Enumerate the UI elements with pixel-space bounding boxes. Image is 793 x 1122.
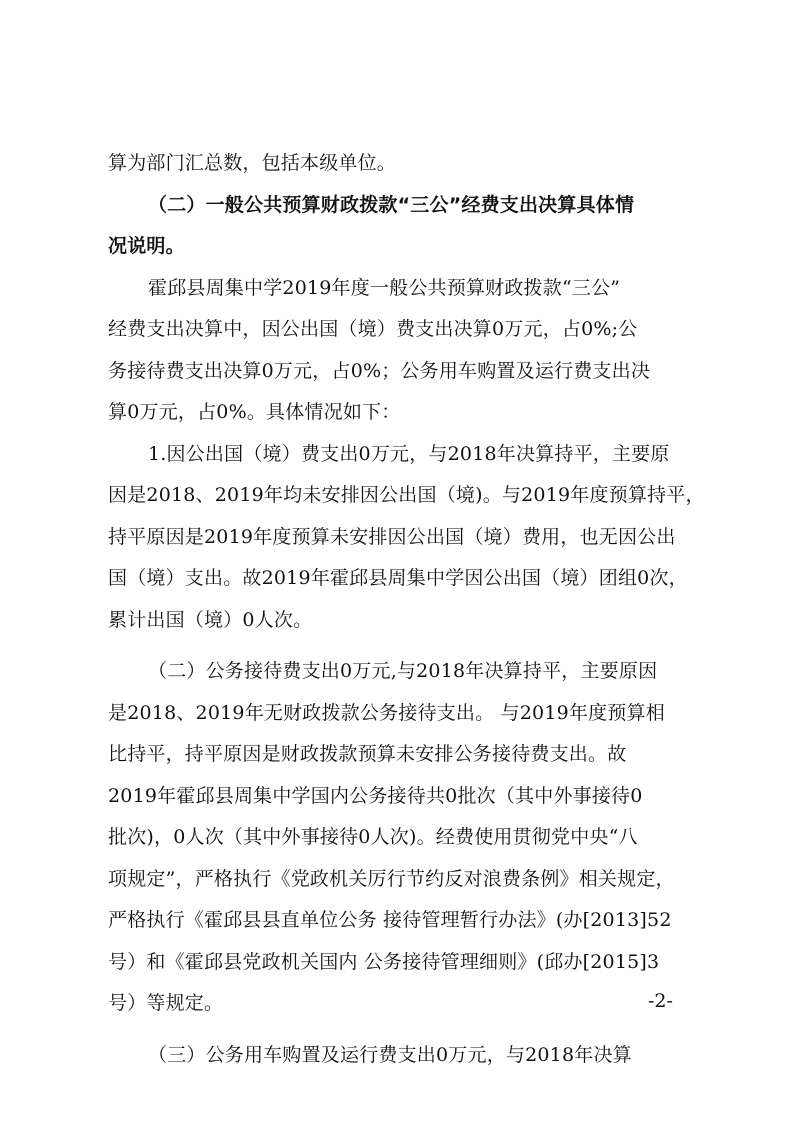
page-number: -2- [648, 990, 673, 1012]
paragraph-line: 因是2018、2019年均未安排因公出国（境)。与2019年度预算持平， [108, 484, 705, 506]
body-line: 算为部门汇总数，包括本级单位。 [108, 152, 397, 174]
section-heading: （二）一般公共预算财政拨款“三公”经费支出决算具体情 [148, 193, 635, 216]
paragraph-line: （三）公务用车购置及运行费支出0万元，与2018年决算 [148, 1043, 632, 1066]
paragraph-line: 持平原因是2019年度预算未安排因公出国（境）费用，也无因公出 [108, 525, 676, 548]
paragraph-line: 国（境）支出。故2019年霍邱县周集中学因公出国（境）团组0次， [108, 567, 688, 589]
paragraph-line: 霍邱县周集中学2019年度一般公共预算财政拨款“三公” [148, 276, 621, 299]
paragraph-line: 1.因公出国（境）费支出0万元，与2018年决算持平，主要原 [148, 442, 670, 465]
paragraph-line: （二）公务接待费支出0万元,与2018年决算持平，主要原因 [148, 660, 658, 682]
paragraph-line: 算0万元，占0%。具体情况如下： [108, 401, 401, 423]
paragraph-line: 务接待费支出决算0万元，占0%；公务用车购置及运行费支出决 [108, 359, 651, 382]
paragraph-line: 号）等规定。 [108, 992, 224, 1014]
paragraph-line: 比持平，持平原因是财政拨款预算未安排公务接待费支出。故 [108, 743, 627, 765]
paragraph-line: 严格执行《霍邱县县直单位公务 接待管理暂行办法》(办[2013]52 [108, 909, 672, 931]
paragraph-line: 号）和《霍邱县党政机关国内 公务接待管理细则》(邱办[2015]3 [108, 950, 660, 973]
paragraph-line: 经费支出决算中，因公出国（境）费支出决算0万元，占0%;公 [108, 318, 638, 340]
paragraph-line: 批次)，0人次（其中外事接待0人次)。经费使用贯彻党中央“八 [108, 826, 638, 848]
paragraph-line: 是2018、2019年无财政拨款公务接待支出。 与2019年度预算相 [108, 701, 665, 724]
paragraph-line: 累计出国（境）0人次。 [108, 608, 313, 631]
section-heading-continued: 况说明。 [108, 235, 185, 257]
document-body [108, 143, 705, 1076]
paragraph-line: 2019年霍邱县周集中学国内公务接待共0批次（其中外事接待0 [108, 784, 643, 807]
paragraph-line: 项规定”，严格执行《党政机关厉行节约反对浪费条例》相关规定， [108, 867, 675, 890]
